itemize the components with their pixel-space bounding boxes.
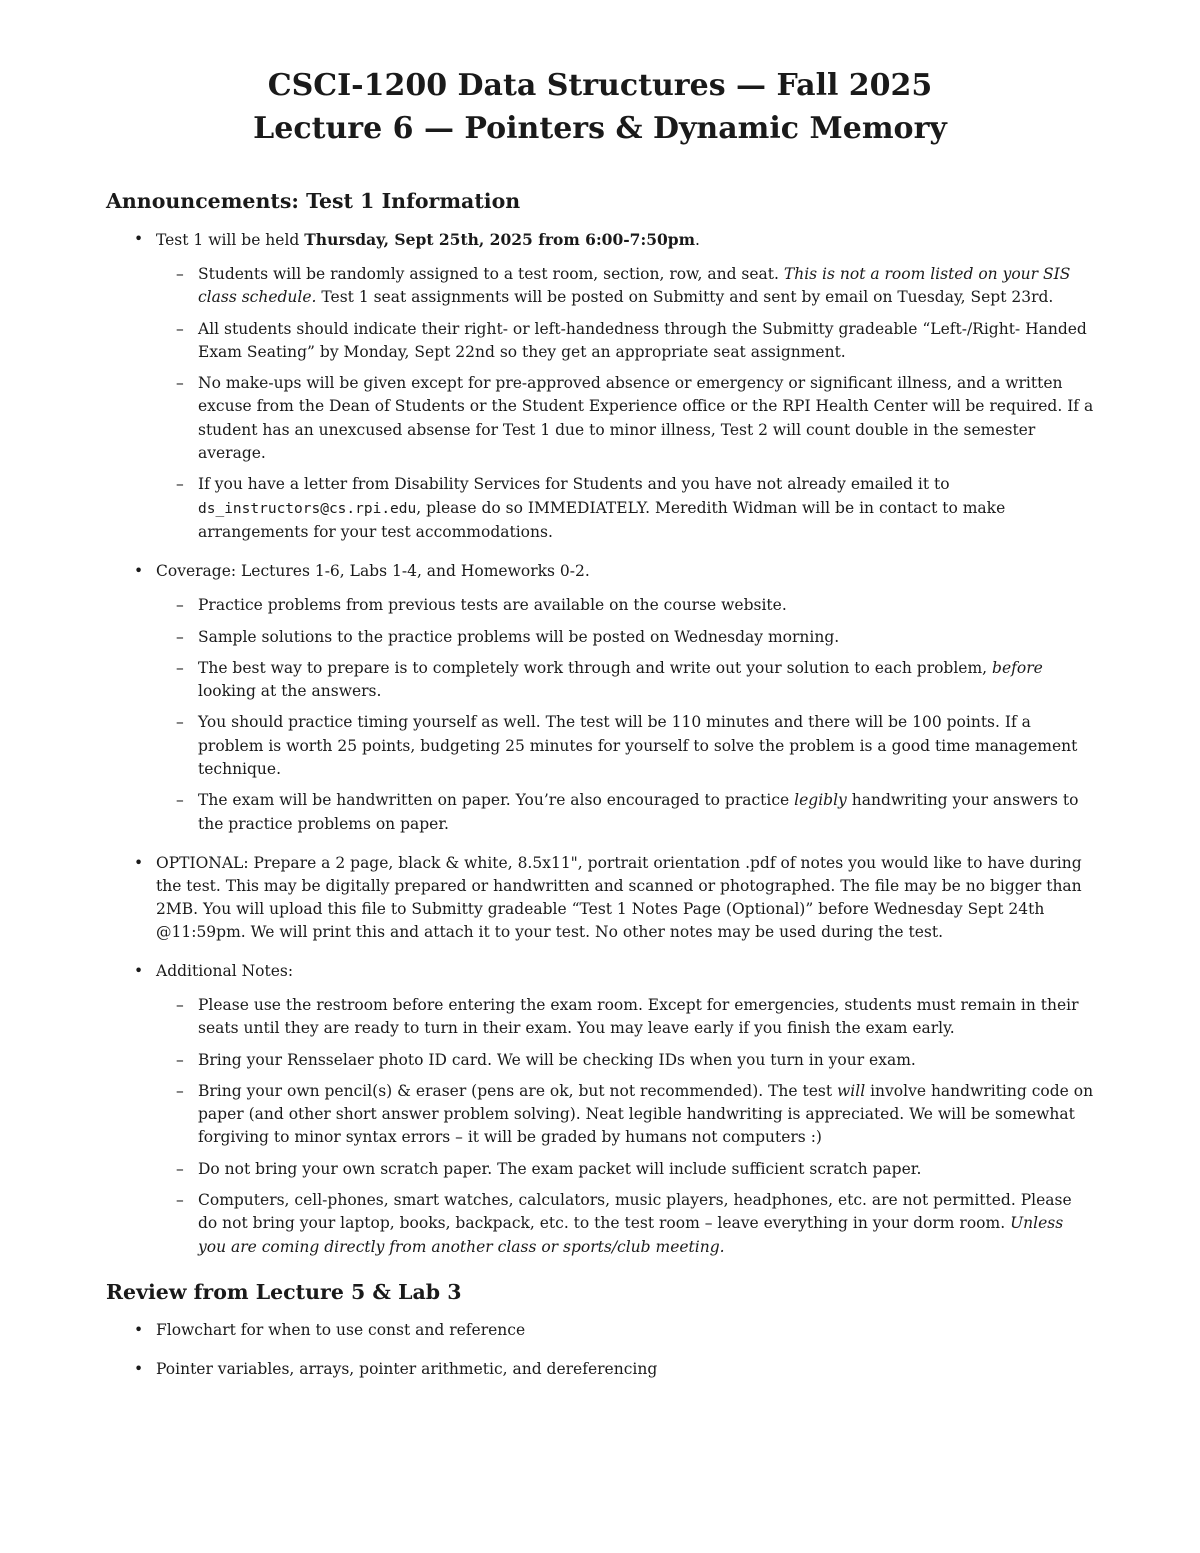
review-item-pointers: • Pointer variables, arrays, pointer arithmetic, and dereferencing xyxy=(106,1358,1094,1381)
room-text-c: Test 1 seat assignments will be posted on Submitty and sent by email on Tuesday, Sept 23rd. xyxy=(316,288,1054,307)
page-title xyxy=(106,64,1094,150)
restroom-item: – Please use the restroom before entering the exam room. Except for emergencies, students must remain in their seats until they are ready to turn in their exam. You may leave early if you finish the exam early. xyxy=(156,994,1094,1041)
disability-services-item xyxy=(156,473,1094,544)
coverage-subitems xyxy=(156,594,1094,836)
makeups-item: – No make-ups will be given except for pre-approved absence or emergency or significant illness, and a written excuse from the Dean of Students or the Student Experience office or the RPI Health Center will be required. If a student has an unexcused absense for Test 1 due to minor illness, Test 2 will count double in the semester average. xyxy=(156,372,1094,465)
pencil-text-italic: will xyxy=(837,1081,866,1100)
pencil-text-a: Bring your own pencil(s) & eraser (pens are ok, but not recommended). The test xyxy=(198,1081,838,1100)
test-date-item xyxy=(106,228,1094,544)
dss-text-b: , please do so IMMEDIATELY. Meredith Widman will be in contact to make arrangements for your test accommodations. xyxy=(198,498,1006,541)
sample-solutions-item: – Sample solutions to the practice problems will be posted on Wednesday morning. xyxy=(156,626,1094,649)
handedness-item: – All students should indicate their right- or left-handedness through the Submitty gradeable “Left-/Right- Handed Exam Seating” by Monday, Sept 22nd so they get an appropriate seat assignment. xyxy=(156,318,1094,365)
room-assignment-item xyxy=(156,263,1094,310)
best-text-italic: before xyxy=(992,658,1043,677)
test-date-suffix: . xyxy=(695,231,700,249)
additional-notes-text: Additional Notes: xyxy=(156,961,294,980)
test-date-prefix: Test 1 will be held xyxy=(156,231,305,249)
title-course: CSCI-1200 Data Structures — Fall 2025 xyxy=(267,68,933,103)
coverage-item xyxy=(106,560,1094,836)
best-text-a: The best way to prepare is to completely work through and write out your solution to each problem, xyxy=(198,658,993,677)
review-heading: Review from Lecture 5 & Lab 3 xyxy=(106,1279,462,1304)
review-item-flowchart: • Flowchart for when to use const and reference xyxy=(106,1319,1094,1342)
hand-text-italic: legibly xyxy=(794,791,847,810)
devices-text-a: Computers, cell-phones, smart watches, calculators, music players, headphones, etc. are not permitted. Please do not bring your laptop, books, backpack, etc. to the test room – leave everything in your dorm room. xyxy=(198,1191,1072,1233)
practice-problems-item: – Practice problems from previous tests are available on the course website. xyxy=(156,594,1094,617)
announcements-heading: Announcements: Test 1 Information xyxy=(106,189,521,213)
best-text-c: looking at the answers. xyxy=(198,682,382,701)
timing-item: – You should practice timing yourself as well. The test will be 110 minutes and there will be 100 points. If a problem is worth 25 points, budgeting 25 minutes for yourself to solve the problem is a good time management technique. xyxy=(156,711,1094,781)
devices-item xyxy=(156,1189,1094,1259)
scratch-paper-item: – Do not bring your own scratch paper. The exam packet will include sufficient scratch paper. xyxy=(156,1158,1094,1181)
pencil-text-c: involve handwriting code on paper (and other short answer problem solving). Neat legible handwriting is appreciated. We will be somewhat forgiving to minor syntax errors – it will be graded by humans not computers :) xyxy=(198,1081,1094,1147)
pencil-item xyxy=(156,1080,1094,1150)
additional-notes-item xyxy=(106,960,1094,1259)
room-text-a: Students will be randomly assigned to a test room, section, row, and seat. xyxy=(198,265,784,283)
test-date-bold: Thursday, Sept 25th, 2025 from 6:00-7:50pm xyxy=(304,230,695,249)
devices-text-italic: Unless you are coming directly from another class or sports/club meeting. xyxy=(198,1214,1064,1256)
coverage-text: Coverage: Lectures 1-6, Labs 1-4, and Homeworks 0-2. xyxy=(156,562,590,581)
dss-email: ds_instructors@cs.rpi.edu xyxy=(198,500,417,517)
handwritten-item xyxy=(156,789,1094,836)
best-way-item xyxy=(156,657,1094,704)
dss-text-a: If you have a letter from Disability Services for Students and you have not already emailed it to xyxy=(198,475,950,494)
test-date-subitems xyxy=(156,263,1094,544)
optional-notes-item: • OPTIONAL: Prepare a 2 page, black & white, 8.5x11", portrait orientation .pdf of notes you would like to have during the test. This may be digitally prepared or handwritten and scanned or photographed. The file may be no bigger than 2MB. You will upload this file to Submitty gradeable “Test 1 Notes Page (Optional)” before Wednesday Sept 24th @11:59pm. We will print this and attach it to your test. No other notes may be used during the test. xyxy=(106,852,1094,944)
title-lecture: Lecture 6 — Pointers & Dynamic Memory xyxy=(253,111,947,146)
announcements-list xyxy=(106,228,1094,1259)
additional-notes-subitems xyxy=(156,994,1094,1259)
review-list xyxy=(106,1319,1094,1381)
photo-id-item: – Bring your Rensselaer photo ID card. We will be checking IDs when you turn in your exam. xyxy=(156,1049,1094,1072)
room-text-italic: This is not a room listed on your SIS class schedule. xyxy=(198,265,1071,307)
hand-text-a: The exam will be handwritten on paper. You’re also encouraged to practice xyxy=(198,791,795,810)
hand-text-c: handwriting your answers to the practice problems on paper. xyxy=(198,791,1079,833)
